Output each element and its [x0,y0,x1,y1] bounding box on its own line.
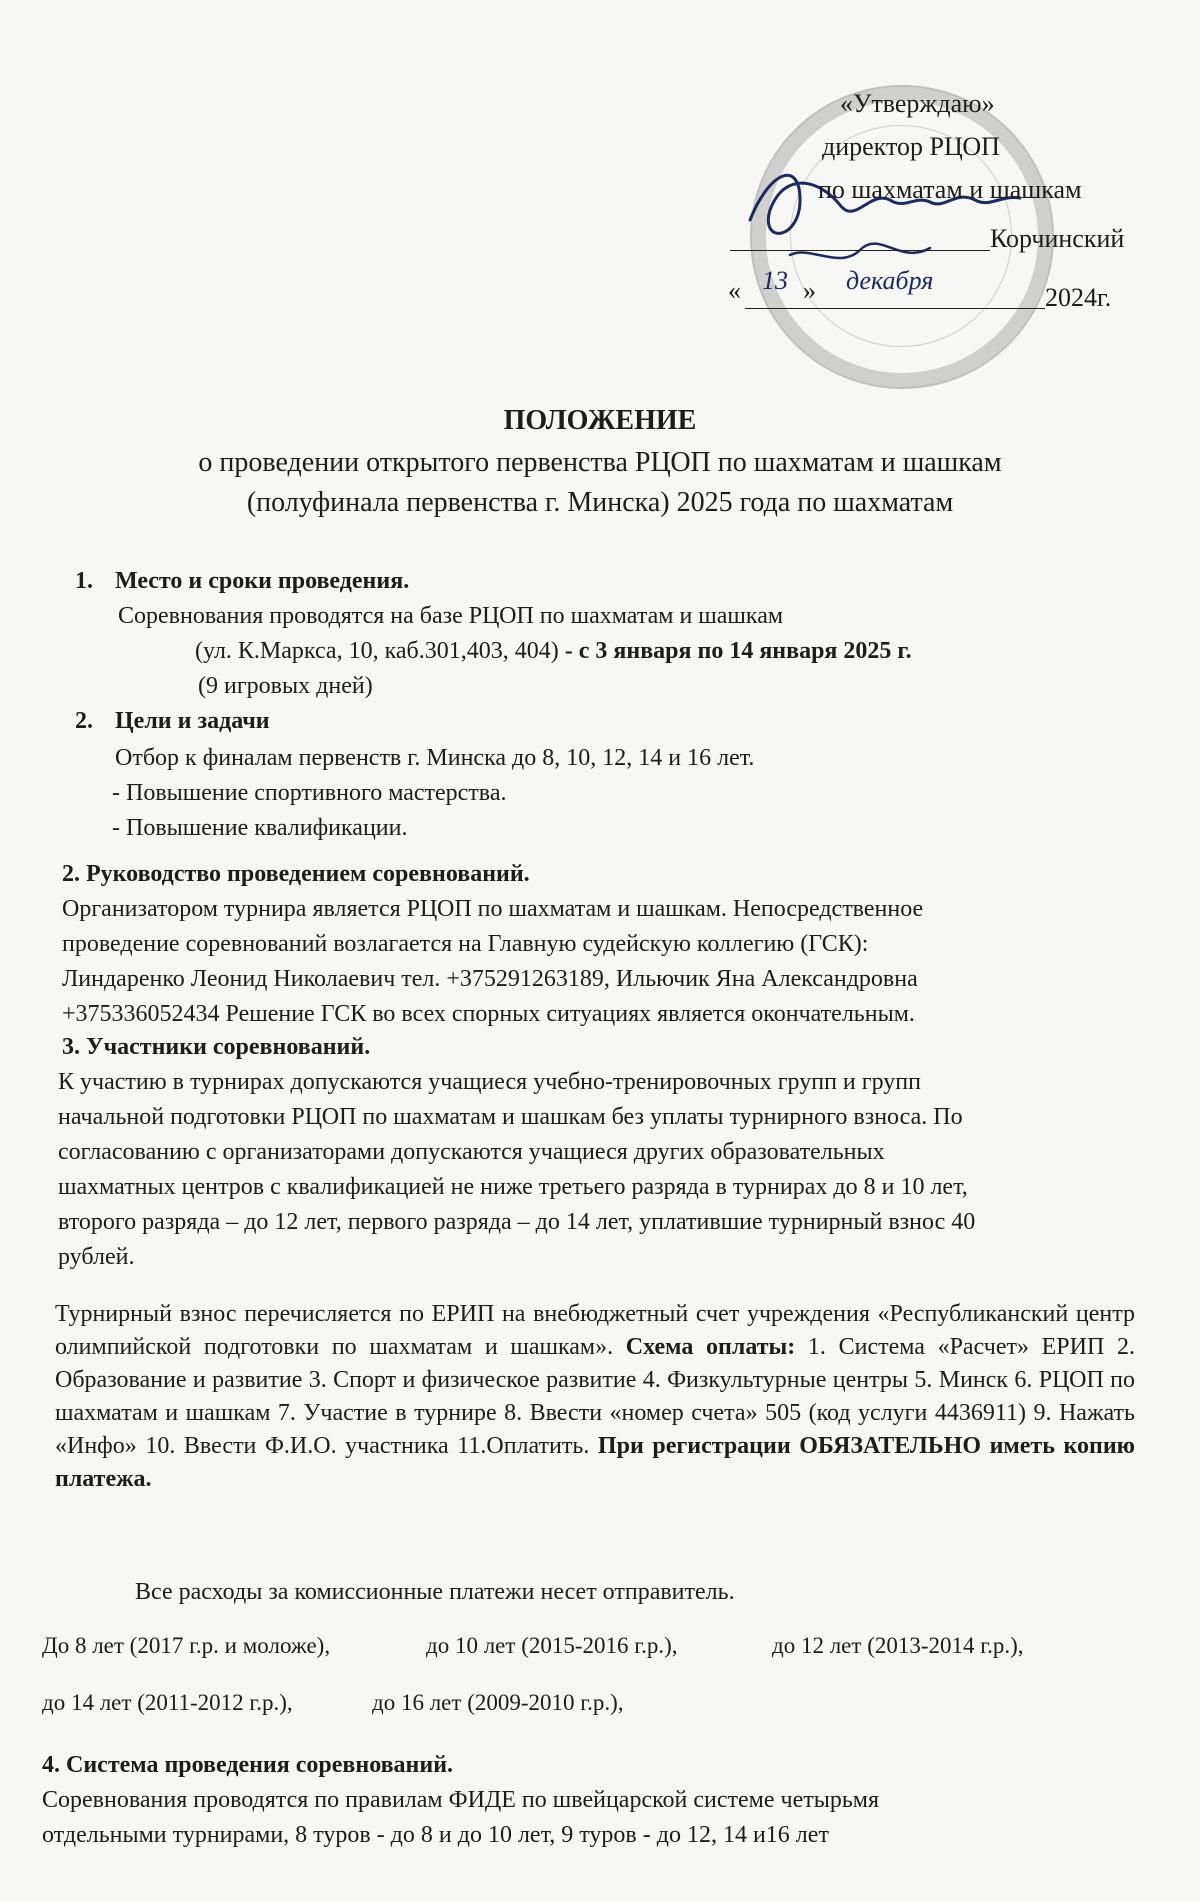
page-subtitle-1: о проведении открытого первенства РЦОП по шахматам и шашкам [198,447,1002,478]
approval-position: директор РЦОП [822,132,1000,161]
fee-text-2: 1. Система «Расчет» ЕРИП 2. Образование и развитие 3. Спорт и физическое развитие 4. Физкультурные центры 5. Минск 6. РЦОП по шахматам и шашкам 7. Участие в турнире 8. Ввести «номер счета» 505 (код услуги 4436911) 9. Нажать «Инфо» 10. Ввести Ф.И.О. участника 11.Оплатить. [55,1334,1136,1459]
approval-organization: по шахматам и шашкам [818,175,1082,204]
age-group-14: до 14 лет (2011-2012 г.р.), [42,1690,293,1715]
approval-date-quote-open: « [728,276,741,305]
fee-registration-note: При регистрации ОБЯЗАТЕЛЬНО иметь копию платежа. [55,1433,1136,1492]
age-group-8: До 8 лет (2017 г.р. и моложе), [42,1633,331,1658]
page-title: ПОЛОЖЕНИЕ [503,405,697,436]
date-line [745,308,1045,309]
section-2a-line-1: Отбор к финалам первенств г. Минска до 8, 10, 12, 14 и 16 лет. [115,745,755,771]
fee-scheme-label: Схема оплаты: [625,1334,796,1360]
section-4-heading: 4. Система проведения соревнований. [42,1752,454,1778]
expenses-note: Все расходы за комиссионные платежи несет отправитель. [135,1579,735,1605]
section-2b-line-4: +375336052434 Решение ГСК во всех спорных ситуациях является окончательным. [62,1001,915,1027]
section-3-line-1: К участию в турнирах допускаются учащиеся учебно-тренировочных групп и групп [58,1069,921,1095]
section-3-heading: 3. Участники соревнований. [62,1034,371,1060]
approval-date-quote-close: » [803,276,816,305]
section-3-line-6: рублей. [58,1244,135,1270]
approval-date-day: 13 [762,266,788,295]
section-2a-number: 2. [75,708,93,734]
age-group-12: до 12 лет (2013-2014 г.р.), [772,1633,1024,1658]
section-3-line-5: второго разряда – до 12 лет, первого разряда – до 14 лет, уплатившие турнирный взнос 40 [58,1209,976,1235]
approval-date-month: декабря [846,266,934,295]
section-2b-line-3: Линдаренко Леонид Николаевич тел. +375291263189, Ильючик Яна Александровна [62,966,918,992]
signature-line [730,250,990,251]
section-2b-line-1: Организатором турнира является РЦОП по шахматам и шашкам. Непосредственное [62,896,924,922]
age-group-10: до 10 лет (2015-2016 г.р.), [426,1633,678,1658]
section-4-line-2: отдельными турнирами, 8 туров - до 8 и до 10 лет, 9 туров - до 12, 14 и16 лет [42,1822,829,1848]
section-1-line-3: (9 игровых дней) [198,673,373,699]
section-4-line-1: Соревнования проводятся по правилам ФИДЕ по швейцарской системе четырьмя [42,1787,880,1813]
section-2a-line-3: - Повышение квалификации. [112,815,408,841]
section-2b-line-2: проведение соревнований возлагается на Главную судейскую коллегию (ГСК): [62,931,869,957]
fee-paragraph [55,1298,1135,1496]
approval-name: Корчинский [990,224,1125,253]
section-3-line-4: шахматных центров с квалификацией не ниже третьего разряда в турнирах до 8 и 10 лет, [58,1174,968,1200]
approval-date-year: 2024г. [1045,283,1112,312]
fee-text-1: Турнирный взнос перечисляется по ЕРИП на внебюджетный счет учреждения «Республиканский центр олимпийской подготовки по шахматам и шашкам». [55,1301,1135,1360]
section-1-address: (ул. К.Маркса, 10, каб.301,403, 404) [195,638,559,664]
approval-label: «Утверждаю» [840,89,995,118]
section-1-line-2 [195,635,912,668]
section-2b-heading: 2. Руководство проведением соревнований. [62,861,530,887]
section-2a-line-2: - Повышение спортивного мастерства. [112,780,507,806]
section-2a-heading: Цели и задачи [115,708,270,734]
section-1-dates: - с 3 января по 14 января 2025 г. [558,638,912,664]
age-group-16: до 16 лет (2009-2010 г.р.), [372,1690,624,1715]
section-1-heading: Место и сроки проведения. [115,568,410,594]
section-1-line-1: Соревнования проводятся на базе РЦОП по шахматам и шашкам [118,603,784,629]
section-3-line-3: согласованию с организаторами допускаются учащиеся других образовательных [58,1139,885,1165]
page-subtitle-2: (полуфинала первенства г. Минска) 2025 года по шахматам [246,487,954,518]
section-1-number: 1. [75,568,93,594]
section-3-line-2: начальной подготовки РЦОП по шахматам и шашкам без уплаты турнирного взноса. По [58,1104,963,1130]
